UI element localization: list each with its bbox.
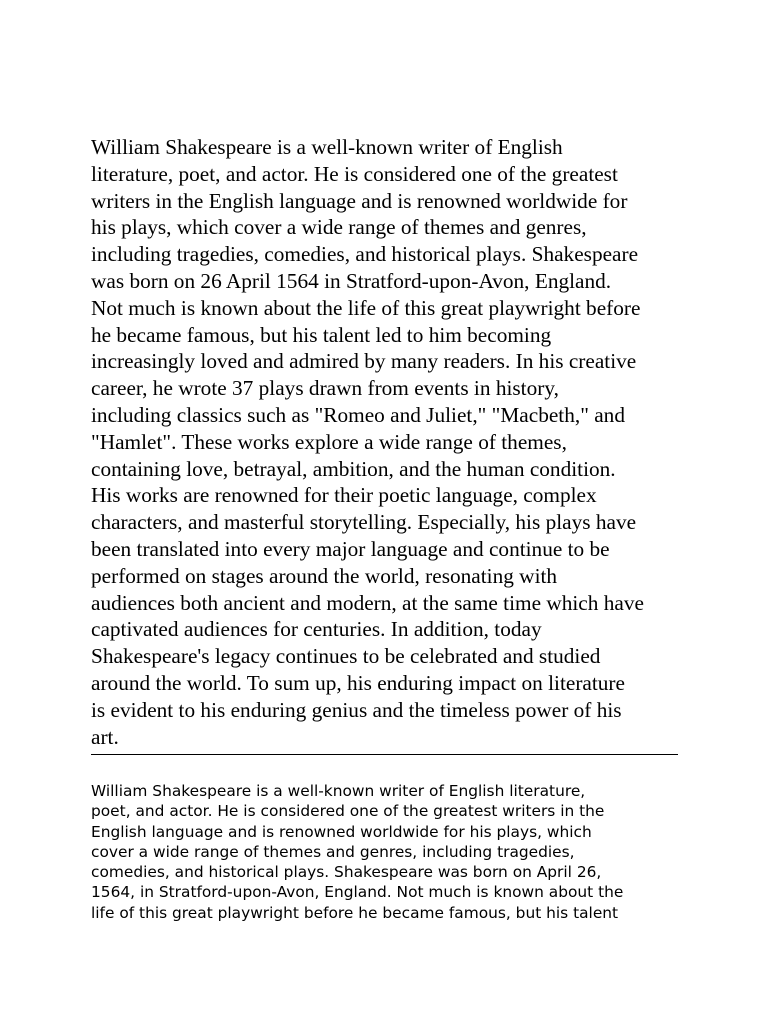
- sans-line-7: life of this great playwright before he became famous, but his talent: [91, 903, 619, 922]
- serif-line-7: Not much is known about the life of this great playwright before: [91, 295, 641, 320]
- serif-line-17: performed on stages around the world, resonating with: [91, 563, 558, 588]
- serif-line-6: was born on 26 April 1564 in Stratford-upon-Avon, England.: [91, 268, 612, 293]
- serif-line-15: characters, and masterful storytelling. Especially, his plays have: [91, 510, 637, 535]
- serif-line-3: writers in the English language and is renowned worldwide for: [91, 188, 628, 213]
- serif-line-19: captivated audiences for centuries. In addition, today: [91, 617, 542, 642]
- sans-line-1: William Shakespeare is a well-known writer of English literature,: [91, 782, 586, 800]
- serif-line-8: he became famous, but his talent led to him becoming: [91, 322, 552, 347]
- sans-line-2: poet, and actor. He is considered one of the greatest writers in the: [91, 802, 605, 821]
- serif-line-4: his plays, which cover a wide range of themes and genres,: [91, 215, 587, 240]
- sans-line-3: English language and is renowned worldwide for his plays, which: [91, 822, 592, 841]
- serif-line-5: including tragedies, comedies, and historical plays. Shakespeare: [91, 242, 639, 267]
- serif-line-22: is evident to his enduring genius and the timeless power of his: [91, 697, 622, 722]
- serif-line-21: around the world. To sum up, his enduring impact on literature: [91, 670, 625, 695]
- serif-line-16: been translated into every major language and continue to be: [91, 536, 610, 561]
- serif-line-18: audiences both ancient and modern, at the same time which have: [91, 590, 644, 615]
- horizontal-divider: [91, 754, 678, 755]
- serif-line-23: art.: [91, 724, 119, 749]
- serif-line-1: William Shakespeare is a well-known writer of English: [91, 135, 563, 159]
- serif-line-10: career, he wrote 37 plays drawn from events in history,: [91, 376, 559, 401]
- serif-line-2: literature, poet, and actor. He is considered one of the greatest: [91, 161, 618, 186]
- sans-paragraph: [91, 781, 691, 923]
- serif-line-12: "Hamlet". These works explore a wide range of themes,: [91, 429, 567, 454]
- serif-line-14: His works are renowned for their poetic language, complex: [91, 483, 597, 508]
- sans-line-4: cover a wide range of themes and genres, including tragedies,: [91, 842, 575, 861]
- sans-line-5: comedies, and historical plays. Shakespeare was born on April 26,: [91, 863, 602, 882]
- serif-line-13: containing love, betrayal, ambition, and the human condition.: [91, 456, 616, 481]
- sans-line-6: 1564, in Stratford-upon-Avon, England. Not much is known about the: [91, 883, 624, 902]
- serif-line-11: including classics such as "Romeo and Juliet," "Macbeth," and: [91, 402, 625, 427]
- serif-paragraph: [91, 134, 683, 750]
- serif-line-20: Shakespeare's legacy continues to be celebrated and studied: [91, 644, 601, 669]
- serif-line-9: increasingly loved and admired by many readers. In his creative: [91, 349, 637, 374]
